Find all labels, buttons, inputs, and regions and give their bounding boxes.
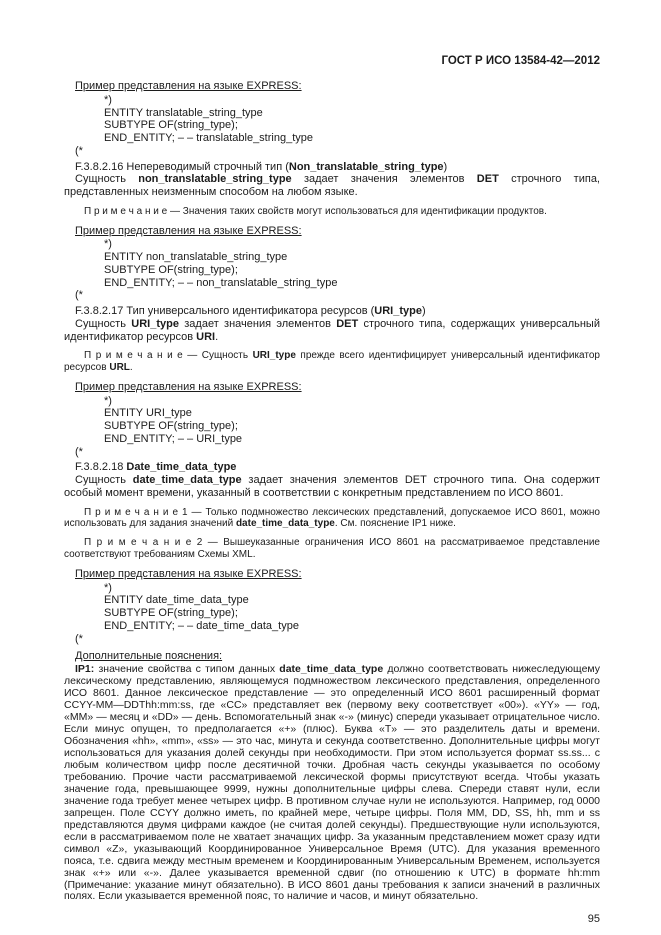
ip1 [64, 664, 600, 903]
text-run: Date_time_data_type [126, 461, 237, 474]
code-line: ENTITY non_translatable_string_type [104, 251, 288, 264]
code-line: *) [104, 581, 112, 594]
code-line: (* [75, 289, 83, 302]
text-run: П р и м е ч а н и е 1 — Только подмножество лексических представлений, допускаемое ИСО 8601, можно использовать для задания значений [64, 506, 600, 530]
text-run: задает значения элементов DET строчного типа. Она содержит особый момент времени, указанный в соответствии с конкретным представлением по ИСО 8601. [64, 474, 600, 499]
text-run: . [129, 362, 133, 374]
code-line: (* [75, 144, 83, 157]
code-line: (* [75, 632, 83, 645]
note [64, 206, 600, 218]
code-line: SUBTYPE OF(string_type); [104, 119, 238, 132]
document-header: ГОСТ Р ИСО 13584-42—2012 [441, 55, 600, 67]
text-run: ) [443, 160, 448, 173]
text-run: . См. пояснение IP1 ниже. [334, 518, 456, 530]
example-heading: Пример представления на языке EXPRESS: [75, 380, 302, 393]
page-number: 95 [587, 913, 600, 926]
text-run: F.3.8.2.17 Тип универсального идентификатора ресурсов ( [75, 305, 375, 318]
code-line: ENTITY date_time_data_type [104, 594, 249, 607]
section-heading [64, 305, 600, 318]
text-run: date_time_data_type [279, 663, 384, 676]
text-run: П р и м е ч а н и е — Значения таких свойств могут использоваться для идентификации продуктов. [84, 205, 547, 217]
code-line: END_ENTITY; – – URI_type [104, 432, 243, 445]
text-run: Сущность [75, 317, 132, 330]
code [75, 238, 600, 302]
example-heading: Пример представления на языке EXPRESS: [75, 567, 302, 580]
para [64, 474, 600, 500]
text-run: URI [196, 330, 216, 343]
text-run: Сущность [75, 173, 139, 186]
text-run: URL [109, 362, 130, 374]
text-run: URI_type [252, 350, 296, 362]
section-heading [64, 461, 600, 474]
para [64, 318, 600, 344]
note [64, 507, 600, 531]
text-run: строчного типа, содержащих универсальный идентификатор ресурсов [64, 317, 600, 343]
text-run: DET [476, 173, 499, 186]
code-line: SUBTYPE OF(string_type); [104, 420, 238, 433]
code-line: ENTITY URI_type [104, 407, 192, 420]
para [64, 173, 600, 199]
text-run: date_time_data_type [235, 518, 335, 530]
text-run: П р и м е ч а н и е 2 — Вышеуказанные ограничения ИСО 8601 на рассматриваемое представление соответствуют требованиям Схемы XML. [64, 537, 600, 561]
text-run: non_translatable_string_type [138, 173, 292, 186]
code-line: END_ENTITY; – – translatable_string_type [104, 132, 313, 144]
code-line: *) [104, 238, 112, 251]
text-run: URI_type [374, 305, 422, 318]
code-line: END_ENTITY; – – non_translatable_string_type [104, 276, 338, 289]
text-run: строчного типа, представленных неизменным способом на любом языке. [64, 173, 600, 198]
example-heading: Пример представления на языке EXPRESS: [75, 224, 302, 237]
text-run: IP1: [75, 663, 95, 676]
code-line: (* [75, 445, 83, 458]
text-run: URI_type [131, 317, 179, 330]
text-run: задает значения элементов [291, 173, 477, 186]
text-run: DET [336, 317, 359, 330]
note [64, 350, 600, 374]
note [64, 537, 600, 561]
text-run: ) [421, 305, 426, 318]
code-line: *) [104, 394, 112, 407]
section-heading [64, 161, 600, 174]
code-line: SUBTYPE OF(string_type); [104, 263, 238, 276]
text-run: П р и м е ч а н и е — Сущность [84, 350, 253, 362]
code [75, 395, 600, 459]
code [75, 94, 600, 158]
text-run: F.3.8.2.16 Непереводимый строчный тип ( [75, 160, 289, 173]
additional-heading: Дополнительные пояснения: [75, 650, 223, 663]
code-line: END_ENTITY; – – date_time_data_type [104, 619, 299, 632]
text-run: date_time_data_type [132, 474, 242, 487]
code-line: ENTITY translatable_string_type [104, 106, 263, 119]
code-line: SUBTYPE OF(string_type); [104, 607, 238, 620]
text-run: задает значения элементов [178, 317, 337, 330]
text-run: . [215, 330, 219, 343]
text-run: F.3.8.2.18 [75, 461, 127, 474]
text-run: значение свойства с типом данных [94, 663, 280, 676]
document-content [64, 80, 600, 903]
text-run: Сущность [75, 474, 133, 487]
code [75, 582, 600, 646]
text-run: прежде всего идентифицирует универсальный идентификатор ресурсов [64, 350, 600, 374]
code-line: *) [104, 93, 112, 106]
example-heading: Пример представления на языке EXPRESS: [75, 80, 302, 92]
text-run: Non_translatable_string_type [288, 160, 444, 173]
text-run: должно соответствовать нижеследующему лексическому представлению, являющемуся подмножеством лексического представления, определенного ИСО 8601. Данное лексическое представление — это определенный ИСО 8601 расширенный формат CCYY-MM—DDThh:mm:ss, где «CC» представляет век (первому веку соответствует «00»). «YY» — год, «MM» — месяц и «DD» — день. Вспомогательный знак «-» (минус) спереди указывает отрицательное число. Если минус опущен, то предполагается «+» (плюс). Буква «T» — это разделитель даты и времени. Обозначения «hh», «mm», «ss» — это час, минута и секунда соответственно. Дополнительные цифры могут использоваться для указания долей секунды при необходимости. При этом используется формат ss.ss... с любым количеством цифр после десятичной точки. Дробная часть секунды указывается по особому требованию. Прочие части рассматриваемой лексической формы присутствуют всегда. Чтобы указать значение года, превышающее 9999, нужны дополнительные цифры слева. Спереди ставят нули, если значение года требует менее четырех цифр. В противном случае нули не используются. Например, год 0000 запрещен. Поле CCYY должно иметь, по крайней мере, четыре цифры. Поля MM, DD, SS, hh, mm и ss представляются двумя цифрами каждое (не считая долей секунды). Предшествующие нули используются, если в рассматриваемом поле не хватает значащих цифр. За указанным представлением может сразу идти символ «Z», указывающий Координированное Универсальное Время (UTC). Для указания временного пояса, т.е. сдвига между местным временем и Координированным Универсальным Временем, используется знак «+» или «-». Далее указывается временной сдвиг (по отношению к UTC) в формате hh:mm (Примечание: указание минут обязательно). В ИСО 8601 даны требования к записи значений в различных полях. Если указывается временной пояс, то наличие и часов, и минут обязательно. [64, 663, 600, 903]
